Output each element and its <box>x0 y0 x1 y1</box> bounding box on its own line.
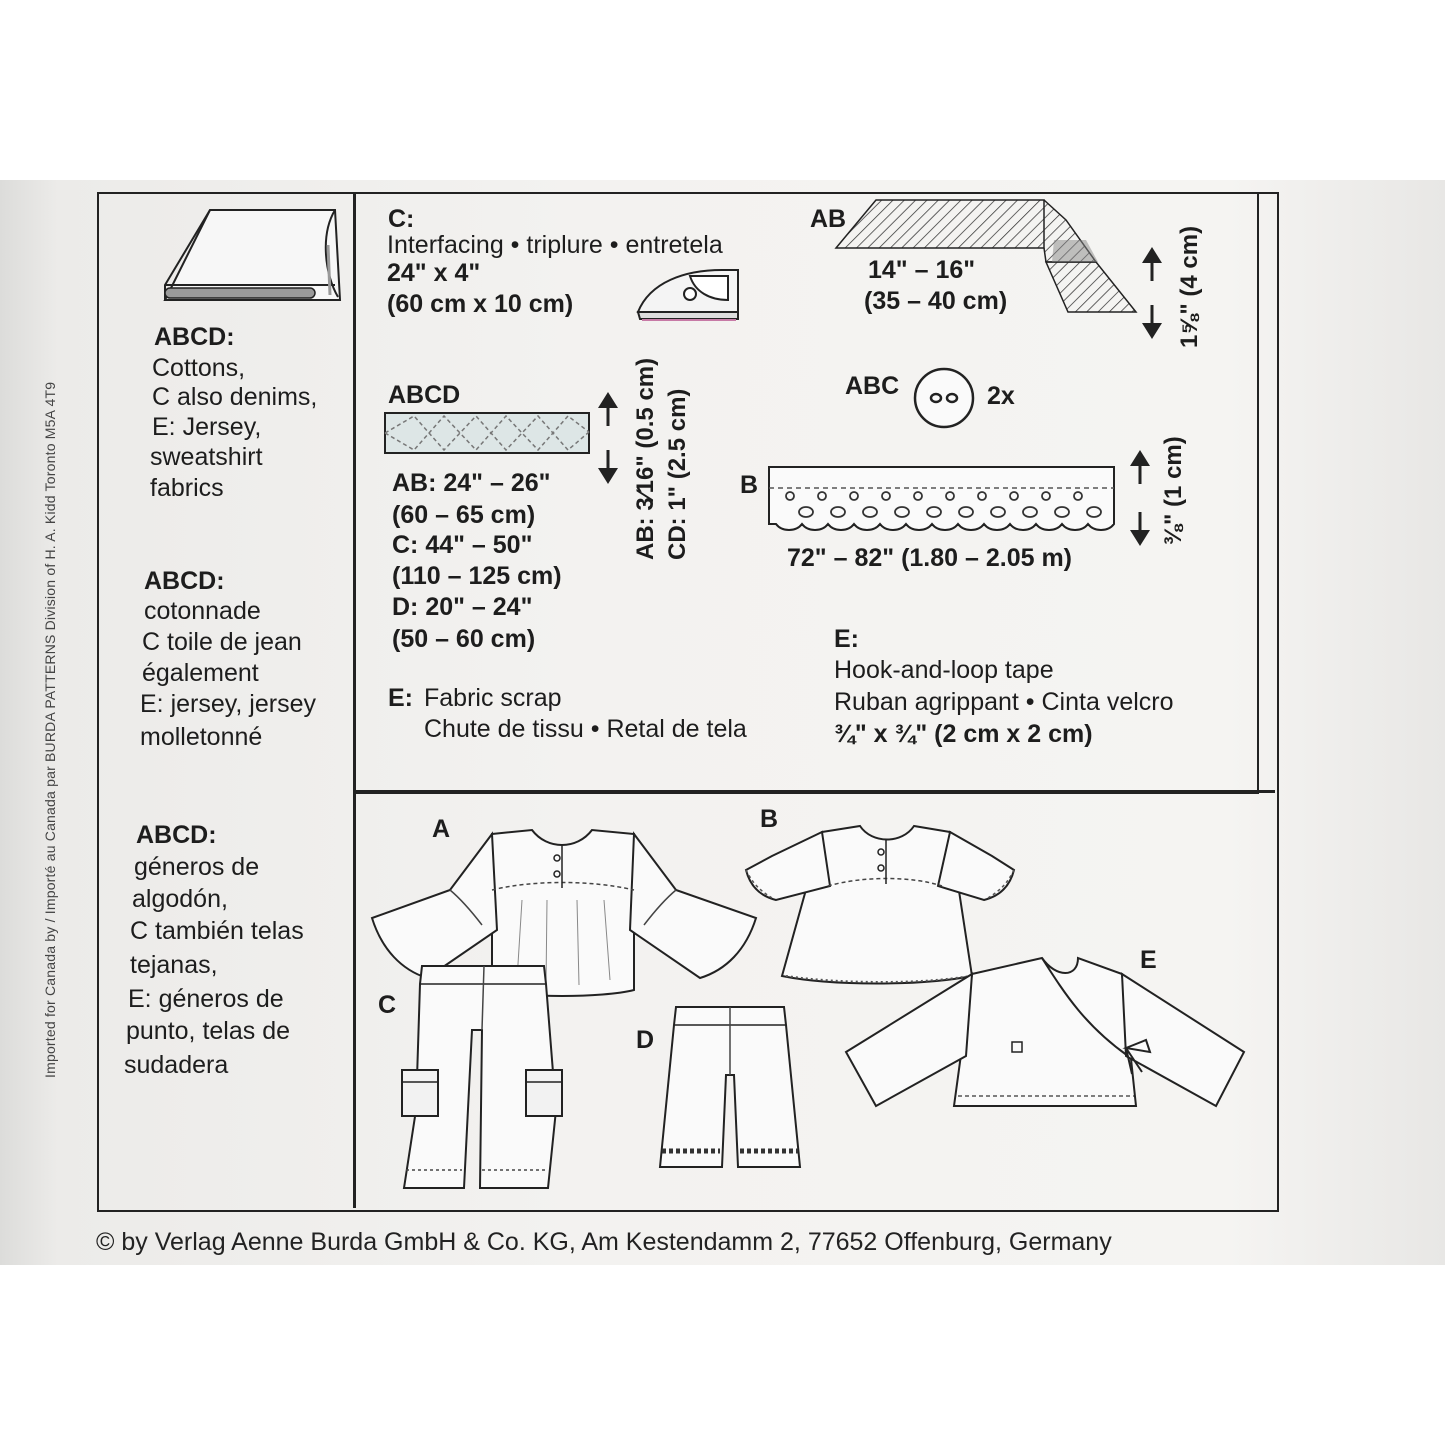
trim-line: (50 – 60 cm) <box>392 625 536 653</box>
fabric-es-line: sudadera <box>124 1051 229 1079</box>
fabric-fr-line: également <box>142 659 259 687</box>
fabric-en-head: ABCD: <box>154 323 235 351</box>
lace-trim-illustration <box>768 466 1118 532</box>
bias-width-arrow <box>1140 245 1164 340</box>
trim-line: C: 44" – 50" <box>392 531 533 559</box>
fabric-scrap-head: E: <box>388 684 413 712</box>
copyright-footer: © by Verlag Aenne Burda GmbH & Co. KG, Am Kestendamm 2, 77652 Offenburg, Germany <box>96 1228 1112 1256</box>
trim-line: AB: 24" – 26" <box>392 469 551 497</box>
trim-width-ab: AB: 3⁄16" (0.5 cm) <box>632 357 659 560</box>
materials-bottom-rule <box>353 790 1275 793</box>
fabric-en-line: sweatshirt <box>150 443 263 471</box>
trim-line: D: 20" – 24" <box>392 593 533 621</box>
interfacing-size-cm: (60 cm x 10 cm) <box>387 290 574 318</box>
lace-head: B <box>740 471 759 499</box>
fabric-en-line: C also denims, <box>152 383 318 411</box>
bias-tape-length-cm: (35 – 40 cm) <box>864 287 1008 315</box>
fabric-scrap-line2: Chute de tissu • Retal de tela <box>424 715 747 743</box>
velcro-size: ¾" x ¾" (2 cm x 2 cm) <box>834 720 1093 748</box>
trim-width-cd: CD: 1" (2.5 cm) <box>664 388 691 560</box>
column-divider <box>353 192 356 1208</box>
bias-tape-width: 1⅝" (4 cm) <box>1176 225 1203 348</box>
fabric-fr-line: cotonnade <box>144 597 261 625</box>
fabric-es-line: tejanas, <box>130 951 218 979</box>
garment-e-jacket-drawing <box>846 956 1246 1116</box>
lace-width: ⅜" (1 cm) <box>1160 436 1187 545</box>
fabric-en-line: Cottons, <box>152 354 246 382</box>
fabric-es-line: E: géneros de <box>128 985 284 1013</box>
fabric-fr-line: E: jersey, jersey <box>140 690 316 718</box>
fabric-es-line: C también telas <box>130 917 304 945</box>
lace-width-arrow <box>1128 448 1152 548</box>
garment-label-d: D <box>636 1026 655 1054</box>
fabric-es-line: géneros de <box>134 853 260 881</box>
button-icon <box>912 366 976 430</box>
interfacing-head: C: <box>388 205 415 233</box>
trim-line: (60 – 65 cm) <box>392 501 536 529</box>
garment-c-pants-drawing <box>396 960 576 1192</box>
iron-icon <box>630 262 745 324</box>
import-caption: Imported for Canada by / Importé au Canada par BURDA PATTERNS Division of H. A. Kidd Toronto M5A 4T9 <box>42 381 58 1078</box>
velcro-line1: Hook-and-loop tape <box>834 656 1054 684</box>
garment-label-c: C <box>378 991 397 1019</box>
trim-head: ABCD <box>388 381 461 409</box>
fabric-fr-head: ABCD: <box>144 567 225 595</box>
trim-line: (110 – 125 cm) <box>392 562 562 590</box>
fabric-es-line: punto, telas de <box>126 1017 291 1045</box>
fabric-en-line: E: Jersey, <box>152 413 262 441</box>
garment-label-e: E <box>1140 946 1157 974</box>
buttons-head: ABC <box>845 372 900 400</box>
trim-strip-illustration <box>384 412 592 456</box>
bias-tape-head: AB <box>810 205 847 233</box>
trim-width-arrow <box>596 390 620 485</box>
fabric-es-head: ABCD: <box>136 821 217 849</box>
interfacing-size-in: 24" x 4" <box>387 259 481 287</box>
fabric-scrap-line1: Fabric scrap <box>424 684 562 712</box>
garment-d-shorts-drawing <box>656 1003 806 1173</box>
garment-label-b: B <box>760 805 779 833</box>
fabric-fr-line: C toile de jean <box>142 628 302 656</box>
fabric-fold-icon <box>160 205 350 305</box>
buttons-count: 2x <box>987 382 1015 410</box>
bias-tape-length-in: 14" – 16" <box>868 256 976 284</box>
velcro-line2: Ruban agrippant • Cinta velcro <box>834 688 1174 716</box>
garment-label-a: A <box>432 815 451 843</box>
interfacing-label: Interfacing • triplure • entretela <box>387 231 723 259</box>
fabric-es-line: algodón, <box>132 885 228 913</box>
fabric-en-line: fabrics <box>150 474 224 502</box>
lace-length: 72" – 82" (1.80 – 2.05 m) <box>787 544 1072 572</box>
fabric-fr-line: molletonné <box>140 723 263 751</box>
velcro-head: E: <box>834 625 859 653</box>
